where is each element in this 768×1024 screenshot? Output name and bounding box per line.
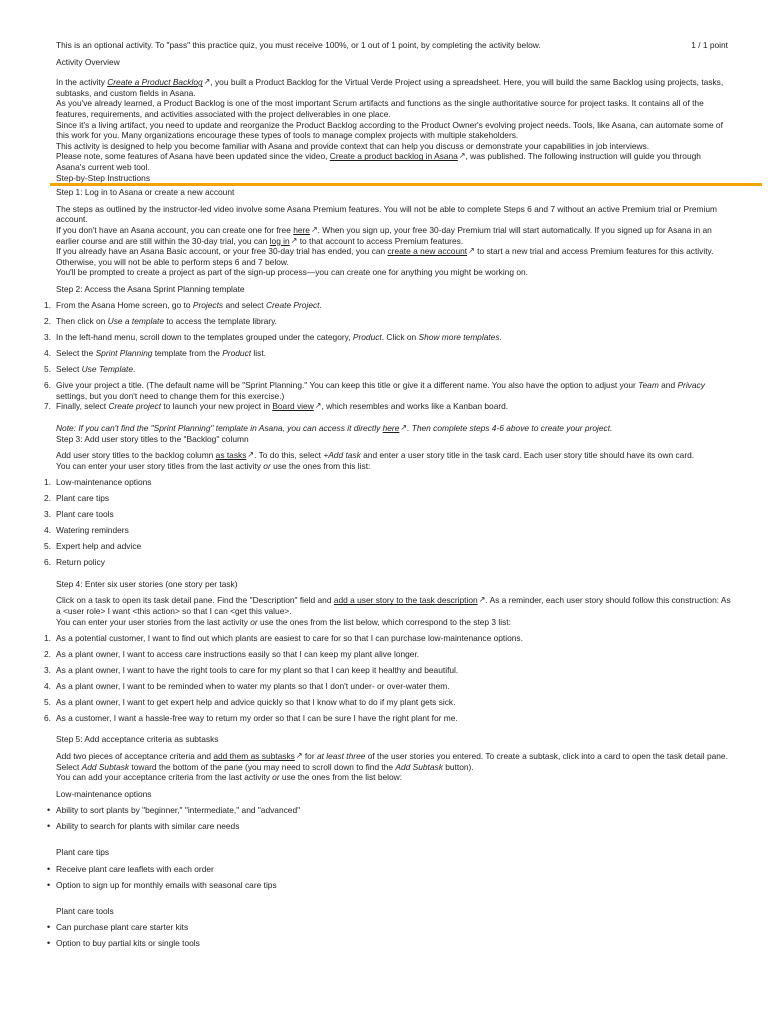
list-item: 3. As a plant owner, I want to have the right tools to care for my plant so that I can keep it healthy and beautiful. (44, 664, 459, 675)
list-item: 2. Plant care tips (44, 493, 110, 504)
external-link-icon: ↗︎ (478, 595, 486, 605)
list-item: • Receive plant care leaflets with each order (47, 863, 214, 874)
external-link-icon: ↗︎ (468, 246, 475, 256)
list-item: 5. As a plant owner, I want to get expert help and advice quickly so that I know what to do if my plant gets sick. (44, 696, 456, 707)
step3-title: Step 3: Add user story titles to the "Backlog" column (56, 433, 249, 444)
list-item: 7. Finally, select Create project to launch your new project in Board view↗︎, which resembles and works like a Kanban board. (44, 401, 509, 412)
steps-title: Step-by-Step Instructions (56, 172, 151, 183)
step1-p1: The steps as outlined by the instructor-led video involve some Asana Premium features. You will not be able to complete Steps 6 and 7 without an active Premium trial or Premium account. (56, 203, 718, 225)
criteria-list (47, 863, 732, 890)
signup-here-link[interactable]: here (293, 224, 310, 235)
overview-p3: Since it's a living artifact, you need to update and reorganize the Product Backlog according to the Product Owner's evolving project needs. Tools, like Asana, can automate some of this work for you. Many organizations encourage these types of tools to manage complex projects with multiple stakeholders. (56, 119, 723, 141)
steps-divider (50, 173, 762, 187)
list-item: 6. As a customer, I want a hassle-free way to return my order so that I can be sure I have the right plant for me. (44, 712, 458, 723)
list-item: 5. Expert help and advice (44, 540, 142, 551)
criteria-list (47, 922, 732, 949)
list-item: • Ability to search for plants with similar care needs (47, 821, 240, 832)
criteria-list (47, 805, 732, 832)
criteria-group-title: Plant care tips (56, 847, 110, 858)
overview-p1: In the activity Create a Product Backlog↗︎, you built a Product Backlog for the Virtual Verde Project using a spreadsheet. Here, you will build the same Backlog using projects, tasks, subtasks, and custom fields in Asana. (56, 77, 724, 98)
list-item: 1. Low-maintenance options (44, 477, 152, 488)
list-item: 4. As a plant owner, I want to be reminded when to water my plants so that I don't under- or over-water them. (44, 680, 450, 691)
step1-p4: You'll be prompted to create a project as part of the sign-up process—you can create one for anything you might be working on. (56, 267, 528, 278)
overview-title: Activity Overview (56, 56, 120, 67)
create-backlog-asana-link[interactable]: Create a product backlog in Asana (329, 151, 458, 162)
step5-p1: Add two pieces of acceptance criteria and add them as subtasks↗︎ for at least three of the user stories you entered. To create a subtask, click into a card to open the task detail pane. Select Add Subtask toward the bottom of the pane (you may need to scroll down to find the Add Subtask button). (56, 751, 728, 772)
score-label: 1 / 1 point (691, 40, 728, 50)
intro-text: This is an optional activity. To "pass" this practice quiz, you must receive 100%, or 1 out of 1 point, by completing the activity below. (56, 40, 541, 50)
step5-title: Step 5: Add acceptance criteria as subtasks (56, 734, 219, 745)
add-user-story-link[interactable]: add a user story to the task description (333, 595, 478, 606)
step5-p2: You can add your acceptance criteria from the last activity or use the ones from the list below: (56, 772, 403, 783)
criteria-group-title: Plant care tools (56, 905, 114, 916)
external-link-icon: ↗︎ (203, 77, 211, 87)
external-link-icon: ↗︎ (314, 401, 322, 411)
list-item: 1. From the Asana Home screen, go to Projects and select Create Project. (44, 300, 322, 311)
list-item: 5. Select Use Template. (44, 364, 136, 375)
list-item: 1. As a potential customer, I want to find out which plants are easiest to care for so that I can purchase low-maintenance options. (44, 633, 523, 644)
list-item: 4. Select the Sprint Planning template from the Product list. (44, 348, 266, 359)
overview-p2: As you've already learned, a Product Backlog is one of the most important Scrum artifacts and functions as the single authoritative source for project tasks. It contains all of the features, requirements, and activities associated with the project deliverables in one place. (56, 98, 704, 119)
as-tasks-link[interactable]: as tasks (215, 450, 247, 461)
external-link-icon: ↗︎ (310, 224, 318, 234)
list-item: 2. As a plant owner, I want to access care instructions easily so that I can keep my plant alive longer. (44, 648, 420, 659)
step3-list (44, 477, 732, 567)
criteria-group-title: Low-maintenance options (56, 788, 152, 799)
step2-list (44, 300, 732, 412)
list-item: 3. In the left-hand menu, scroll down to the templates grouped under the category, Product. Click on Show more templates. (44, 332, 502, 343)
create-product-backlog-link[interactable]: Create a Product Backlog (107, 77, 203, 88)
step4-list (44, 633, 732, 723)
step4-title: Step 4: Enter six user stories (one story per task) (56, 578, 238, 589)
list-item: • Option to sign up for monthly emails with seasonal care tips (47, 879, 277, 890)
log-in-link[interactable]: log in (269, 235, 290, 246)
external-link-icon: ↗︎ (295, 751, 303, 761)
overview-p5: Please note, some features of Asana have been updated since the video, Create a product backlog in Asana↗︎, was published. The following instruction will guide you through Asana's current web tool. (56, 151, 701, 172)
list-item: 6. Return policy (44, 556, 105, 567)
external-link-icon: ↗︎ (400, 423, 408, 432)
step3-p2: You can enter your user story titles from the last activity or use the ones from this list: (56, 460, 371, 471)
create-new-account-link[interactable]: create a new account (387, 246, 468, 257)
list-item: • Can purchase plant care starter kits (47, 922, 189, 933)
board-view-link[interactable]: Board view (272, 401, 314, 412)
external-link-icon: ↗︎ (247, 450, 255, 460)
step1-p2: If you don't have an Asana account, you can create one for free here↗︎. When you sign up, your free 30-day Premium trial will start automatically. If you signed up for Asana in an earlier course and are still within the 30-day trial, you can log in↗︎ to that account to access Premium features. (56, 224, 712, 246)
step1-p3: If you already have an Asana Basic account, or your free 30-day trial has ended, you can create a new account↗︎ to start a new trial and access Premium features for this activity. Otherwise, you will not be able to perform steps 6 and 7 below. (56, 246, 714, 267)
add-subtasks-link[interactable]: add them as subtasks (213, 751, 295, 762)
step3-p1: Add user story titles to the backlog column as tasks↗︎. To do this, select +Add task and enter a user story title in the task card. Each user story title should have its own card. (56, 450, 695, 461)
external-link-icon: ↗︎ (458, 151, 466, 161)
template-here-link[interactable]: here (382, 423, 400, 433)
step2-title: Step 2: Access the Asana Sprint Planning template (56, 283, 245, 294)
list-item: • Ability to sort plants by "beginner," "intermediate," and "advanced" (47, 805, 301, 816)
list-item: 4. Watering reminders (44, 525, 129, 536)
step4-p1: Click on a task to open its task detail pane. Find the "Description" field and add a user story to the task description↗︎. As a reminder, each user story should follow this construction: As a <user role> I want <this action> so that I can <get this value>. (56, 595, 731, 616)
list-item: 3. Plant care tools (44, 509, 114, 520)
step1-title: Step 1: Log in to Asana or create a new account (56, 187, 235, 198)
overview-p4: This activity is designed to help you become familiar with Asana and provide context that can help you discuss or demonstrate your capabilities in job interviews. (56, 140, 650, 151)
list-item: 6. Give your project a title. (The default name will be "Sprint Planning." You can keep this title or give it a different name. You also have the option to adjust your Team and Privacy settings, but you don't need to change them for this exercise.) (44, 379, 705, 401)
list-item: • Option to buy partial kits or single tools (47, 938, 200, 949)
step2-note: Note: If you can't find the "Sprint Planning" template in Asana, you can access it directly here↗︎. Then complete steps 4-6 above to create your project. (56, 423, 613, 433)
list-item: 2. Then click on Use a template to access the template library. (44, 316, 277, 327)
external-link-icon: ↗︎ (290, 235, 298, 245)
step4-p2: You can enter your user stories from the last activity or use the ones from the list below, which correspond to the step 3 list: (56, 616, 511, 627)
